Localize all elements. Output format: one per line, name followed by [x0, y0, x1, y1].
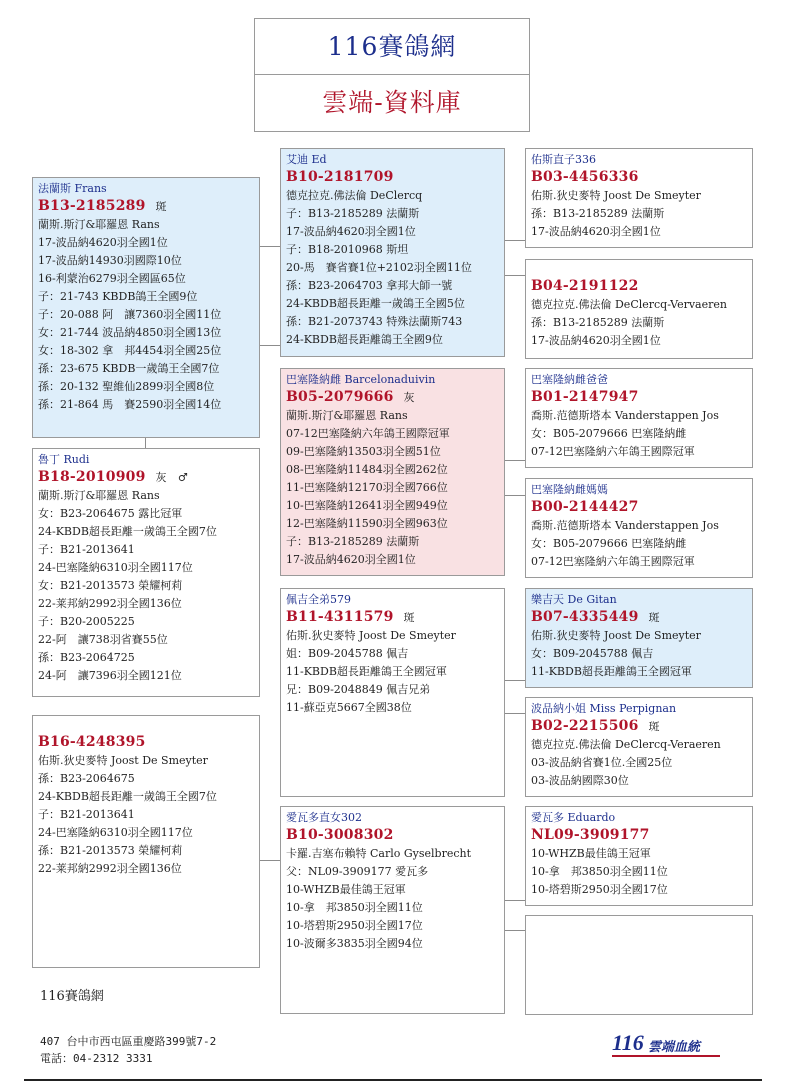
color-sex-tag: 斑 [155, 200, 167, 213]
pedigree-line: 10-拿 邦3850羽全國11位 [286, 901, 423, 914]
color-sex-tag: 斑 [648, 611, 660, 624]
pedigree-line: 卡羅.吉塞布賴特 Carlo Gyselbrecht [286, 847, 472, 860]
pedigree-line: 孫：B23-2064725 [38, 651, 135, 664]
pedigree-card-dsd [525, 697, 753, 797]
ring-number-row [286, 826, 499, 845]
pigeon-name: 愛瓦多 Eduardo [531, 811, 616, 824]
pedigree-card-ddd [525, 915, 753, 1015]
color-sex-tag: 灰 ♂ [155, 471, 188, 484]
pedigree-line: 17-波品納4620羽全國1位 [531, 225, 661, 238]
pedigree-card-sds [525, 368, 753, 468]
pigeon-name: 巴塞隆納雌 Barcelonaduivin [286, 373, 436, 386]
pedigree-line: 22-阿 讓738羽省賽55位 [38, 633, 168, 646]
footer-site-name: 116賽鴿網 [40, 989, 104, 1004]
ring-number: B13-2185289 [38, 198, 146, 214]
pedigree-card-sire [32, 177, 260, 438]
pedigree-card-dam-sire [280, 588, 505, 797]
pedigree-line: 子：20-088 阿 讓7360羽全國11位 [38, 308, 222, 321]
pedigree-line: 10-拿 邦3850羽全國11位 [531, 865, 668, 878]
ring-number-row [531, 717, 747, 736]
pedigree-card-sire-sire [280, 148, 505, 357]
pedigree-line: 03-波品納省賽1位.全國25位 [531, 756, 673, 769]
pedigree-line: 子：B13-2185289 法蘭斯 [286, 207, 420, 220]
pedigree-line: 24-阿 讓7396羽全國121位 [38, 669, 182, 682]
footer-address-line: 407 台中市西屯區重慶路399號7-2 [40, 1035, 217, 1048]
ring-number: B01-2147947 [531, 389, 639, 405]
pedigree-line: 10-塔碧斯2950羽全國17位 [531, 883, 668, 896]
pedigree-line: 07-12巴塞隆納六年鴿王國際冠軍 [286, 427, 450, 440]
pedigree-line: 女：B09-2045788 佩吉 [531, 647, 654, 660]
ring-number: B03-4456336 [531, 169, 639, 185]
site-title: 116賽鴿網 [254, 18, 530, 75]
pedigree-card-sss [525, 148, 753, 248]
pedigree-line: 17-波品納4620羽全國1位 [286, 553, 416, 566]
pedigree-line: 24-KBDB超長距離一歲鴿王全國7位 [38, 525, 217, 538]
pedigree-line: 10-巴塞隆納12641羽全國949位 [286, 499, 448, 512]
pedigree-line: 女：B21-2013573 榮耀柯莉 [38, 579, 183, 592]
pedigree-line: 17-波品納14930羽國際10位 [38, 254, 182, 267]
pedigree-line: 11-蘇亞克5667全國38位 [286, 701, 412, 714]
color-sex-tag: 斑 [403, 611, 415, 624]
connector [260, 345, 280, 346]
ring-number: B00-2144427 [531, 499, 639, 515]
pedigree-line: 蘭斯.斯汀&耶羅恩 Rans [38, 489, 160, 502]
pedigree-line: 女：21-744 波品納4850羽全國13位 [38, 326, 222, 339]
connector [505, 713, 525, 714]
pedigree-line: 11-巴塞隆納12170羽全國766位 [286, 481, 448, 494]
pedigree-line: 24-KBDB超長距離一歲鴿王全國7位 [38, 790, 217, 803]
pedigree-line: 08-巴塞隆納11484羽全國262位 [286, 463, 448, 476]
bottom-rule [24, 1079, 762, 1081]
pigeon-name: 魯丁 Rudi [38, 453, 90, 466]
pedigree-card-dam [32, 448, 260, 697]
pigeon-name: 愛瓦多直女302 [286, 811, 362, 824]
pedigree-line: 22-莱邦納2992羽全國136位 [38, 862, 182, 875]
ring-number-row [286, 608, 499, 627]
pedigree-line: 子：B20-2005225 [38, 615, 135, 628]
ring-number: B18-2010909 [38, 469, 146, 485]
logo-number: 116 [612, 1030, 644, 1055]
pedigree-line: 孫：B13-2185289 法蘭斯 [531, 316, 665, 329]
pedigree-line: 女：B05-2079666 巴塞隆納雌 [531, 537, 687, 550]
pedigree-line: 子：B13-2185289 法蘭斯 [286, 535, 420, 548]
pedigree-line: 德克拉克.佛法倫 DeClercq [286, 189, 423, 202]
connector [505, 900, 525, 901]
pedigree-line: 孫：21-864 馬 賽2590羽全國14位 [38, 398, 222, 411]
pigeon-name: 巴塞隆納雌爸爸 [531, 373, 608, 386]
pedigree-line: 孫：B21-2013573 榮耀柯莉 [38, 844, 183, 857]
pedigree-card-sibling [32, 715, 260, 968]
pedigree-card-ssd [525, 259, 753, 359]
pedigree-line: 12-巴塞隆納11590羽全國963位 [286, 517, 448, 530]
pigeon-name: 波品納小姐 Miss Perpignan [531, 702, 677, 715]
pedigree-line: 10-塔碧斯2950羽全國17位 [286, 919, 423, 932]
footer-address [40, 1033, 216, 1067]
pedigree-line: 姐：B09-2045788 佩吉 [286, 647, 409, 660]
pedigree-card-sire-dam [280, 368, 505, 576]
ring-number: B10-3008302 [286, 827, 394, 843]
ring-number-row [531, 388, 747, 407]
pedigree-line: 孫：B13-2185289 法蘭斯 [531, 207, 665, 220]
pedigree-line: 17-波品納4620羽全國1位 [531, 334, 661, 347]
pedigree-line: 女：B05-2079666 巴塞隆納雌 [531, 427, 687, 440]
pigeon-name: 佩吉全弟579 [286, 593, 351, 606]
pedigree-line: 孫：B23-2064675 [38, 772, 135, 785]
ring-number-row [286, 388, 499, 407]
pedigree-line: 佑斯.狄史麥特 Joost De Smeyter [38, 754, 208, 767]
pedigree-line: 孫：20-132 聖維仙2899羽全國8位 [38, 380, 215, 393]
ring-number: NL09-3909177 [531, 827, 650, 843]
pedigree-line: 佑斯.狄史麥特 Joost De Smeyter [531, 629, 701, 642]
pedigree-line: 20-馬 賽省賽1位+2102羽全國11位 [286, 261, 472, 274]
ring-number-row [531, 608, 747, 627]
pedigree-line: 孫：23-675 KBDB一歲鴿王全國7位 [38, 362, 220, 375]
pedigree-line: 24-巴塞隆納6310羽全國117位 [38, 826, 193, 839]
pigeon-name: 巴塞隆納雌媽媽 [531, 483, 608, 496]
pedigree-line: 喬斯.范德斯塔本 Vanderstappen Jos [531, 409, 719, 422]
pedigree-line: 佑斯.狄史麥特 Joost De Smeyter [531, 189, 701, 202]
pedigree-line: 女：18-302 拿 邦4454羽全國25位 [38, 344, 222, 357]
connector [505, 680, 525, 681]
pigeon-name: 法蘭斯 Frans [38, 182, 107, 195]
pedigree-line: 兄：B09-2048849 佩吉兄弟 [286, 683, 431, 696]
pedigree-line: 22-莱邦納2992羽全國136位 [38, 597, 182, 610]
pedigree-card-dds [525, 806, 753, 906]
ring-number-row [531, 277, 747, 296]
logo-underline [612, 1055, 720, 1057]
connector [145, 437, 146, 448]
ring-number-row [38, 468, 254, 487]
pedigree-line: 03-波品納國際30位 [531, 774, 629, 787]
ring-number: B11-4311579 [286, 609, 394, 625]
pedigree-line: 16-利蒙治6279羽全國區65位 [38, 272, 186, 285]
ring-number-row [531, 826, 747, 845]
pedigree-line: 11-KBDB超長距離鴿王全國冠軍 [531, 665, 692, 678]
footer-phone: 電話：04-2312 3331 [40, 1052, 153, 1065]
pigeon-name: 艾迪 Ed [286, 153, 327, 166]
spacer [38, 719, 254, 733]
pedigree-line: 11-KBDB超長距離鴿王全國冠軍 [286, 665, 447, 678]
connector [505, 495, 525, 496]
pedigree-line: 子：B18-2010968 斯坦 [286, 243, 409, 256]
ring-number-row [38, 733, 254, 752]
pedigree-card-dam-dam [280, 806, 505, 1014]
connector [505, 460, 525, 461]
pedigree-line: 德克拉克.佛法倫 DeClercq-Veraeren [531, 738, 721, 751]
pedigree-line: 10-WHZB最佳鴿王冠軍 [531, 847, 651, 860]
ring-number: B04-2191122 [531, 278, 639, 294]
ring-number-row [531, 498, 747, 517]
pedigree-line: 蘭斯.斯汀&耶羅恩 Rans [38, 218, 160, 231]
pedigree-card-dss [525, 588, 753, 688]
pedigree-line: 17-波品納4620羽全國1位 [286, 225, 416, 238]
pigeon-name: 佑斯直子336 [531, 153, 596, 166]
pedigree-line: 孫：B21-2073743 特殊法蘭斯743 [286, 315, 463, 328]
pedigree-line: 父：NL09-3909177 愛瓦多 [286, 865, 429, 878]
pedigree-line: 24-KBDB超長距離一歲鴿王全國5位 [286, 297, 465, 310]
pedigree-line: 女：B23-2064675 露比冠軍 [38, 507, 183, 520]
pedigree-line: 孫：B23-2064703 拿邦大師一號 [286, 279, 453, 292]
ring-number-row [38, 197, 254, 216]
pedigree-line: 佑斯.狄史麥特 Joost De Smeyter [286, 629, 456, 642]
page-subtitle: 雲端-資料庫 [254, 74, 530, 132]
ring-number: B10-2181709 [286, 169, 394, 185]
ring-number-row [286, 168, 499, 187]
pedigree-line: 德克拉克.佛法倫 DeClercq-Vervaeren [531, 298, 727, 311]
connector [505, 240, 525, 241]
pedigree-card-sdd [525, 478, 753, 578]
pedigree-line: 子：B21-2013641 [38, 543, 135, 556]
pedigree-line: 24-巴塞隆納6310羽全國117位 [38, 561, 193, 574]
pedigree-line: 07-12巴塞隆納六年鴿王國際冠軍 [531, 445, 695, 458]
pedigree-line: 09-巴塞隆納13503羽全國51位 [286, 445, 441, 458]
ring-number: B05-2079666 [286, 389, 394, 405]
connector [260, 246, 280, 247]
ring-number: B02-2215506 [531, 718, 639, 734]
logo-text: 雲端血統 [648, 1039, 701, 1054]
connector [505, 930, 525, 931]
pedigree-line: 子：21-743 KBDB鴿王全國9位 [38, 290, 198, 303]
spacer [531, 263, 747, 277]
pedigree-line: 蘭斯.斯汀&耶羅恩 Rans [286, 409, 408, 422]
ring-number: B16-4248395 [38, 734, 146, 750]
connector [260, 860, 280, 861]
ring-number-row [531, 168, 747, 187]
color-sex-tag: 灰 [403, 391, 415, 404]
pedigree-line: 喬斯.范德斯塔本 Vanderstappen Jos [531, 519, 719, 532]
pedigree-line: 24-KBDB超長距離鴿王全國9位 [286, 333, 443, 346]
pedigree-line: 10-波爾多3835羽全國94位 [286, 937, 423, 950]
pedigree-line: 07-12巴塞隆納六年鴿王國際冠軍 [531, 555, 695, 568]
pigeon-name: 樂吉天 De Gitan [531, 593, 617, 606]
brand-logo [612, 1031, 722, 1057]
pedigree-line: 17-波品納4620羽全國1位 [38, 236, 168, 249]
color-sex-tag: 斑 [648, 720, 660, 733]
pedigree-line: 子：B21-2013641 [38, 808, 135, 821]
connector [505, 275, 525, 276]
ring-number: B07-4335449 [531, 609, 639, 625]
pedigree-line: 10-WHZB最佳鴿王冠軍 [286, 883, 406, 896]
